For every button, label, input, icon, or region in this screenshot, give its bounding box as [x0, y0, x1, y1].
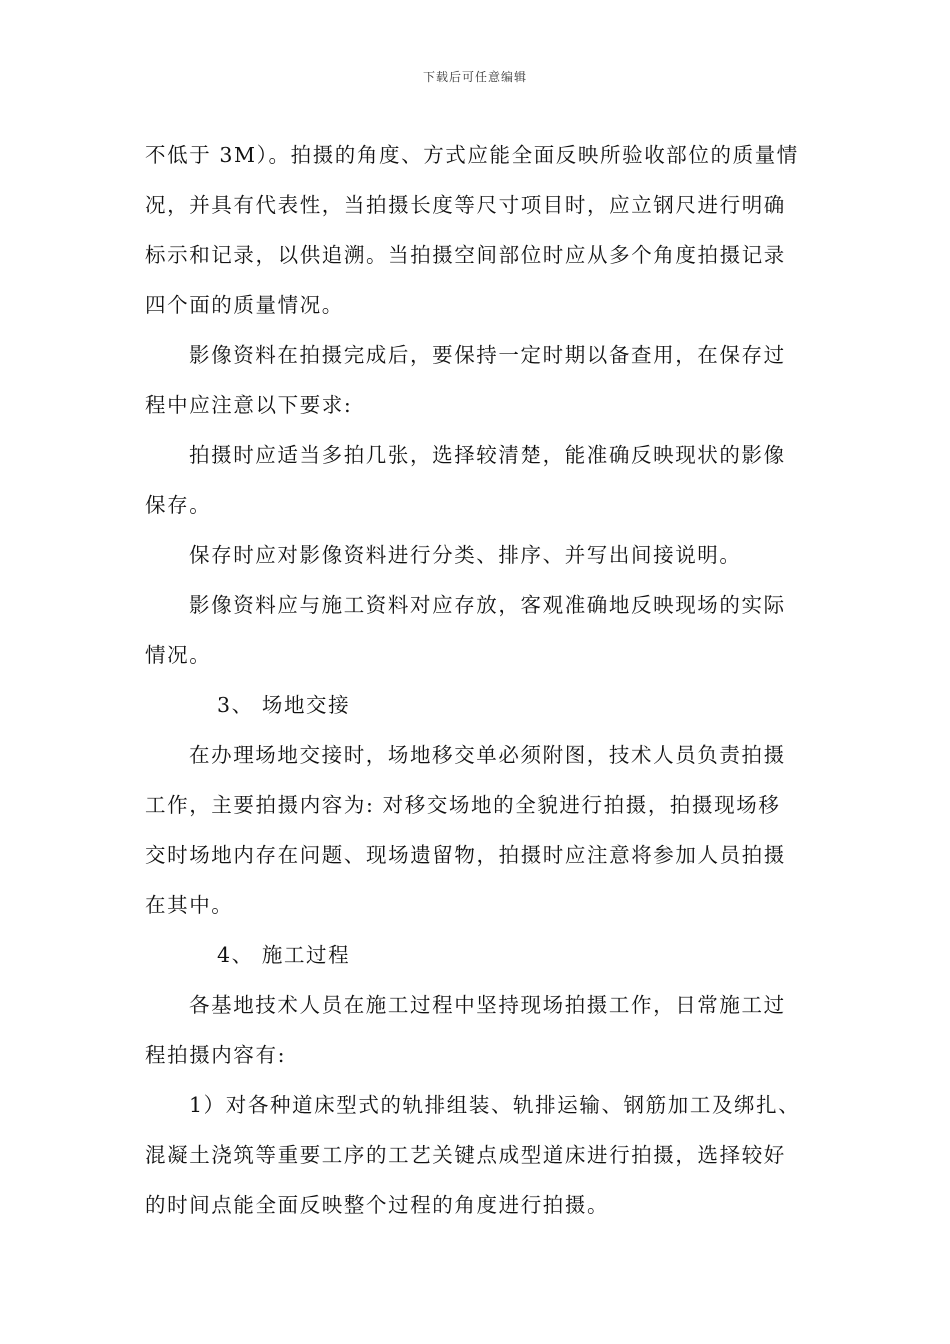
- text-line: 工作，主要拍摄内容为: 对移交场地的全貌进行拍摄，拍摄现场移: [145, 793, 781, 817]
- text-line: 1）对各种道床型式的轨排组装、轨排运输、钢筋加工及绑扎、: [189, 1093, 801, 1117]
- text-line: 保存。: [145, 493, 212, 517]
- section-heading: 4、 施工过程: [217, 943, 351, 967]
- text-line: 的时间点能全面反映整个过程的角度进行拍摄。: [145, 1193, 610, 1217]
- text-line: 各基地技术人员在施工过程中坚持现场拍摄工作，日常施工过: [189, 993, 786, 1017]
- text-line: 不低于 3M）。拍摄的角度、方式应能全面反映所验收部位的质量情: [145, 143, 799, 167]
- text-line: 在其中。: [145, 893, 234, 917]
- document-body: [145, 130, 810, 1230]
- text-line: 程中应注意以下要求:: [145, 393, 353, 417]
- text-line: 交时场地内存在问题、现场遗留物，拍摄时应注意将参加人员拍摄: [145, 843, 786, 867]
- text-line: 四个面的质量情况。: [145, 293, 344, 317]
- text-line: 影像资料在拍摄完成后，要保持一定时期以备查用，在保存过: [189, 343, 786, 367]
- text-line: 况，并具有代表性，当拍摄长度等尺寸项目时，应立钢尺进行明确: [145, 193, 786, 217]
- text-line: 情况。: [145, 643, 212, 667]
- text-line: 影像资料应与施工资料对应存放，客观准确地反映现场的实际: [189, 593, 786, 617]
- text-line: 程拍摄内容有:: [145, 1043, 287, 1067]
- page-header-note: 下载后可任意编辑: [422, 70, 527, 84]
- text-line: 在办理场地交接时，场地移交单必须附图，技术人员负责拍摄: [189, 743, 786, 767]
- text-line: 保存时应对影像资料进行分类、排序、并写出间接说明。: [189, 543, 742, 567]
- text-line: 拍摄时应适当多拍几张，选择较清楚，能准确反映现状的影像: [189, 443, 786, 467]
- section-heading: 3、 场地交接: [217, 693, 351, 717]
- text-line: 混凝土浇筑等重要工序的工艺关键点成型道床进行拍摄，选择较好: [145, 1143, 786, 1167]
- text-line: 标示和记录，以供追溯。当拍摄空间部位时应从多个角度拍摄记录: [145, 243, 786, 267]
